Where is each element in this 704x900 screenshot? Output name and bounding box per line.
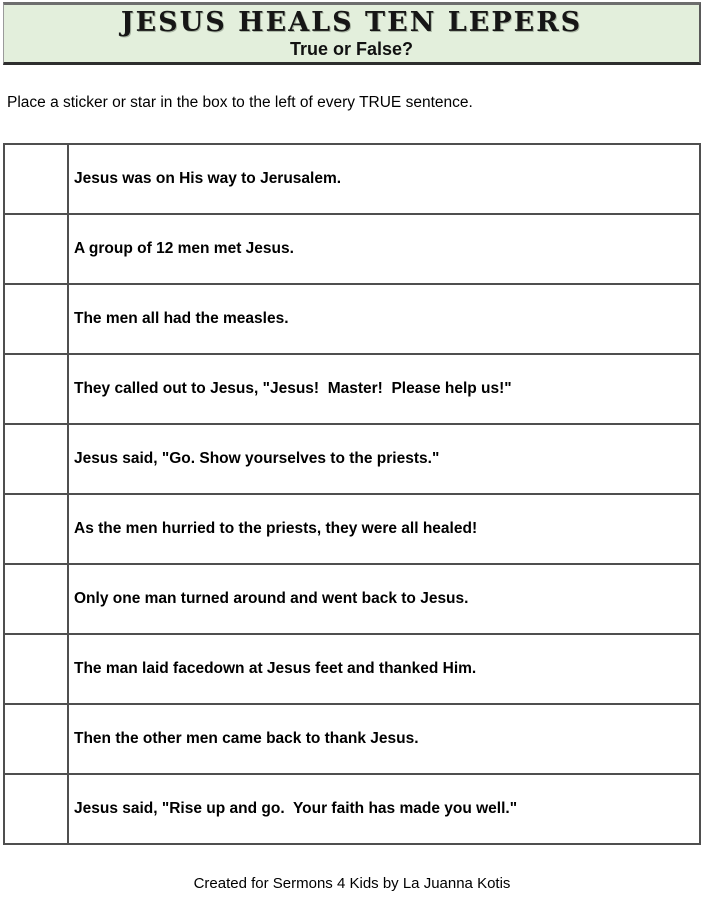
- answer-box[interactable]: [4, 704, 68, 774]
- table-row: [4, 284, 700, 354]
- answer-box[interactable]: [4, 774, 68, 844]
- table-row: [4, 354, 700, 424]
- table-row: [4, 774, 700, 844]
- sentence-text: Only one man turned around and went back to Jesus.: [68, 564, 700, 634]
- sentence-text: Jesus was on His way to Jerusalem.: [68, 144, 700, 214]
- table-row: [4, 704, 700, 774]
- sentence-text: The men all had the measles.: [68, 284, 700, 354]
- worksheet-title: JESUS HEALS TEN LEPERS: [120, 7, 583, 38]
- worksheet-subtitle: True or False?: [289, 39, 414, 59]
- table-row: [4, 214, 700, 284]
- answer-box[interactable]: [4, 634, 68, 704]
- answer-box[interactable]: [4, 284, 68, 354]
- sentence-text: As the men hurried to the priests, they were all healed!: [68, 494, 700, 564]
- answer-box[interactable]: [4, 564, 68, 634]
- sentence-text: The man laid facedown at Jesus feet and thanked Him.: [68, 634, 700, 704]
- answer-box[interactable]: [4, 424, 68, 494]
- sentence-text: Jesus said, "Rise up and go. Your faith has made you well.": [68, 774, 700, 844]
- true-false-table: [3, 143, 701, 845]
- answer-box[interactable]: [4, 494, 68, 564]
- table-row: [4, 634, 700, 704]
- sentence-text: Jesus said, "Go. Show yourselves to the priests.": [68, 424, 700, 494]
- table-row: [4, 424, 700, 494]
- answer-box[interactable]: [4, 354, 68, 424]
- answer-box[interactable]: [4, 144, 68, 214]
- sentence-text: Then the other men came back to thank Jesus.: [68, 704, 700, 774]
- table-row: [4, 494, 700, 564]
- answer-box[interactable]: [4, 214, 68, 284]
- table-row: [4, 564, 700, 634]
- sentence-text: A group of 12 men met Jesus.: [68, 214, 700, 284]
- instruction-text: Place a sticker or star in the box to the left of every TRUE sentence.: [7, 94, 473, 111]
- table-body: [4, 144, 700, 844]
- sentence-text: They called out to Jesus, "Jesus! Master! Please help us!": [68, 354, 700, 424]
- table-row: [4, 144, 700, 214]
- footer-credit: Created for Sermons 4 Kids by La Juanna Kotis: [193, 875, 511, 892]
- worksheet-header: [3, 2, 701, 65]
